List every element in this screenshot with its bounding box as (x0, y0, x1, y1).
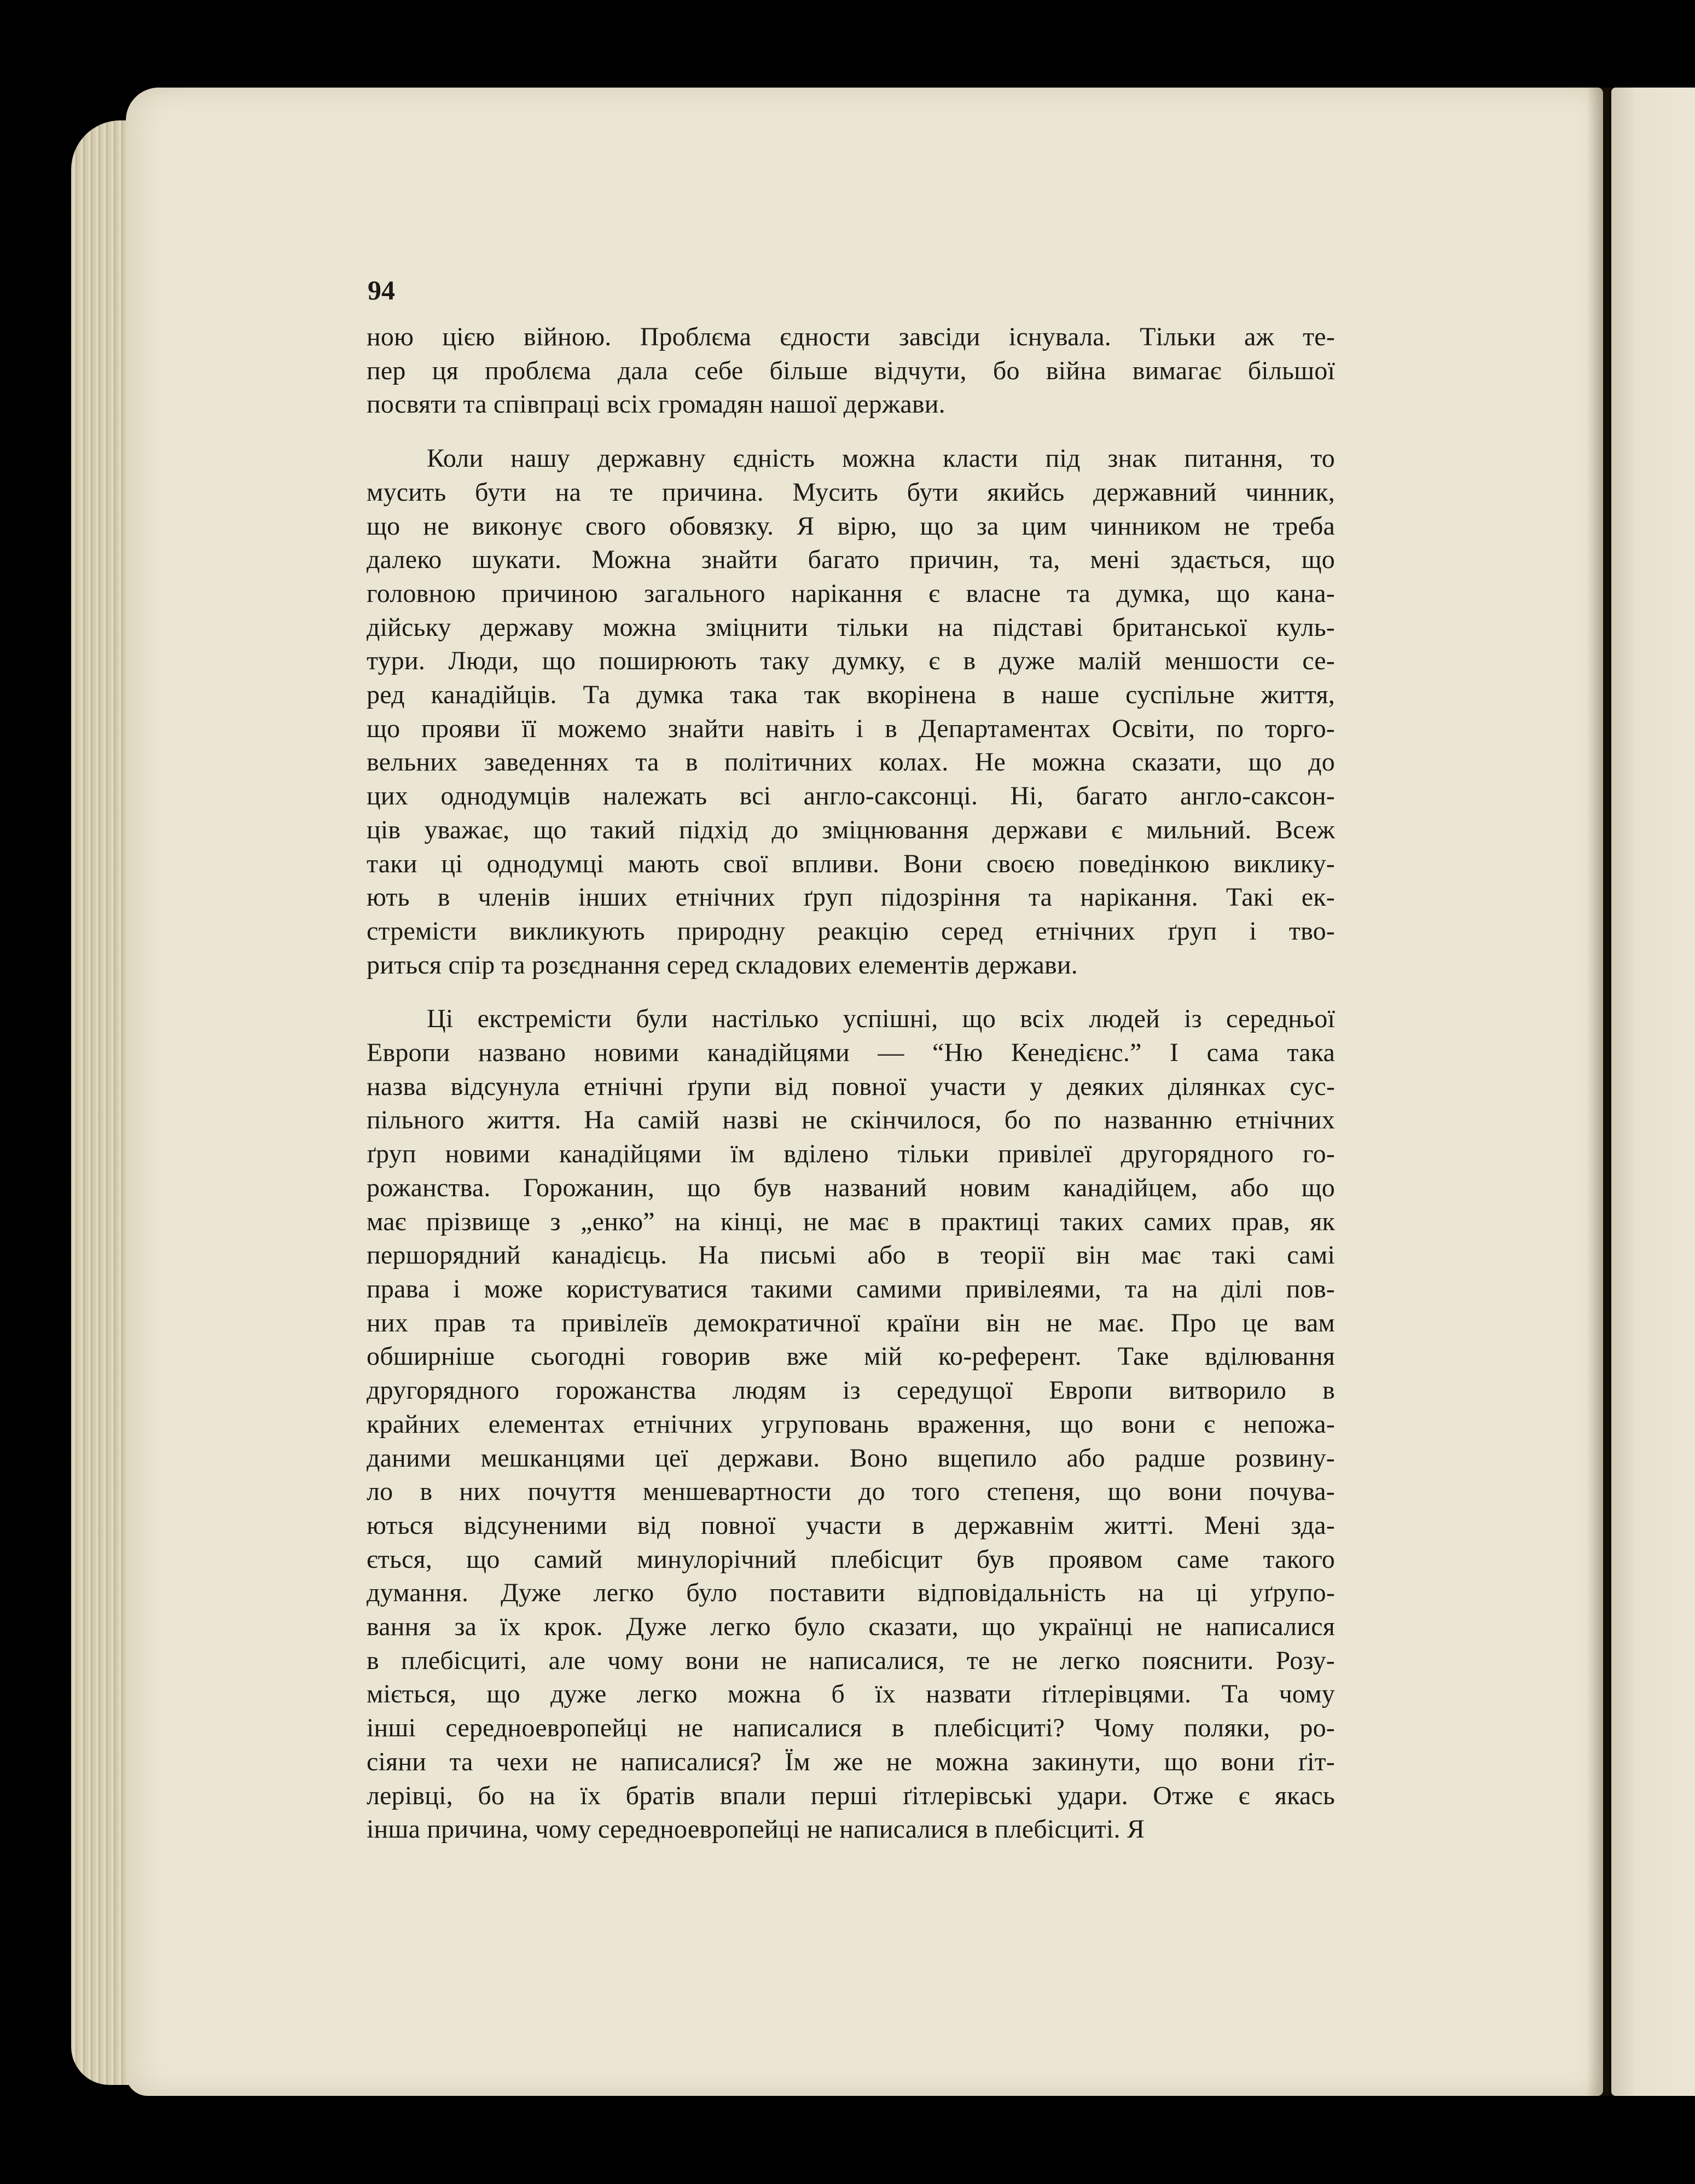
page-number: 94 (368, 275, 395, 305)
text-line: таки ці однодумці мають свої впливи. Вони своєю поведінкою виклику- (367, 849, 1335, 878)
text-line: права і може користуватися такими самими привілеями, та на ділі пов- (367, 1274, 1335, 1304)
text-line: ються відсуненими від повної участи в державнім житті. Мені зда- (367, 1510, 1335, 1540)
text-line: інша причина, чому середноевропейці не написалися в плебісциті. Я (367, 1815, 1145, 1844)
text-line: назва відсунула етнічні ґрупи від повної участи у деяких ділянках сус- (367, 1071, 1335, 1101)
text-line: пер ця проблєма дала себе більше відчути, бо війна вимагає більшої (367, 356, 1335, 385)
text-line: ється, що самий минулорічний плебісцит був проявом саме такого (367, 1544, 1335, 1574)
text-line: ною цією війною. Проблєма єдности завсіди існувала. Тільки аж те- (367, 322, 1335, 351)
text-line: Ці екстремісти були настілько успішні, що всіх людей із середньої (427, 1004, 1335, 1034)
text-line: ред канадійців. Та думка така так вкорінена в наше суспільне життя, (367, 680, 1335, 710)
text-line: риться спір та розєднання серед складових елементів держави. (367, 950, 1078, 980)
text-line: мусить бути на те причина. Мусить бути якийсь державний чинник, (367, 477, 1335, 507)
text-line: рожанства. Горожанин, що був названий новим канадійцем, або що (367, 1173, 1335, 1202)
text-line: ють в членів інших етнічних ґруп підозріння та нарікання. Такі ек- (367, 883, 1335, 912)
text-line: Европи названо новими канадійцями — “Ню Кенедієнс.” І сама така (367, 1038, 1335, 1068)
text-line: даними мешканцями цеї держави. Воно вщепило або радше розвину- (367, 1443, 1335, 1473)
text-line: тури. Люди, що поширюють таку думку, є в дуже малій меншости се- (367, 646, 1335, 676)
text-line: дійську державу можна зміцнити тільки на підставі британської куль- (367, 612, 1335, 642)
paragraph (367, 1002, 1335, 1846)
text-line: що не виконує свого обовязку. Я вірю, що за цим чинником не треба (367, 511, 1335, 541)
text-line: стремісти викликують природну реакцію серед етнічних ґруп і тво- (367, 916, 1335, 946)
text-line: першорядний канадієць. На письмі або в теорії він має такі самі (367, 1241, 1335, 1270)
text-line: обширніше сьогодні говорив вже мій ко-референт. Таке вділювання (367, 1342, 1335, 1371)
text-line: крайних елементах етнічних угруповань враження, що вони є непожа- (367, 1409, 1335, 1439)
text-line: міється, що дуже легко можна б їх назвати ґітлерівцями. Та чому (367, 1679, 1335, 1709)
text-line: ґруп новими канадійцями їм вділено тільки привілеї другорядного го- (367, 1139, 1335, 1169)
text-line: ців уважає, що такий підхід до зміцнювання держави є мильний. Всеж (367, 815, 1335, 844)
text-line: цих однодумців належать всі англо-саксонці. Ні, багато англо-саксон- (367, 781, 1335, 811)
text-line: має прізвище з „енко” на кінці, не має в практиці таких самих прав, як (367, 1207, 1335, 1236)
text-line: вельних заведеннях та в політичних колах. Не можна сказати, що до (367, 748, 1335, 777)
text-line: другорядного горожанства людям із середущої Европи витворило в (367, 1376, 1335, 1405)
text-line: ло в них почуття меншевартности до того степеня, що вони почува- (367, 1477, 1335, 1507)
paragraph (367, 442, 1335, 982)
text-line: вання за їх крок. Дуже легко було сказати, що українці не написалися (367, 1612, 1335, 1642)
text-line: сіяни та чехи не написалися? Їм же не можна закинути, що вони ґіт- (367, 1747, 1335, 1776)
text-line: інші середноевропейці не написалися в плебісциті? Чому поляки, ро- (367, 1713, 1335, 1743)
text-line: них прав та привілеїв демократичної країни він не має. Про це вам (367, 1308, 1335, 1337)
text-line: головною причиною загального нарікання є власне та думка, що кана- (367, 578, 1335, 608)
text-line: Коли нашу державну єдність можна класти під знак питання, то (427, 444, 1335, 473)
text-line: думання. Дуже легко було поставити відповідальність на ці уґрупо- (367, 1578, 1335, 1608)
facing-page-edge (1611, 88, 1695, 2096)
text-line: посвяти та співпраці всіх громадян нашої держави. (367, 390, 945, 419)
paragraph (367, 320, 1335, 421)
text-line: далеко шукати. Можна знайти багато причин, та, мені здається, що (367, 545, 1335, 575)
page-text (367, 320, 1335, 1846)
text-line: лерівці, бо на їх братів впали перші ґітлерівські удари. Отже є якась (367, 1781, 1335, 1810)
text-line: що прояви її можемо знайти навіть і в Департаментах Освіти, по торго- (367, 714, 1335, 743)
text-line: пільного життя. На самій назві не скінчилося, бо по названню етнічних (367, 1105, 1335, 1135)
text-line: в плебісциті, але чому вони не написалися, те не легко пояснити. Розу- (367, 1646, 1335, 1675)
